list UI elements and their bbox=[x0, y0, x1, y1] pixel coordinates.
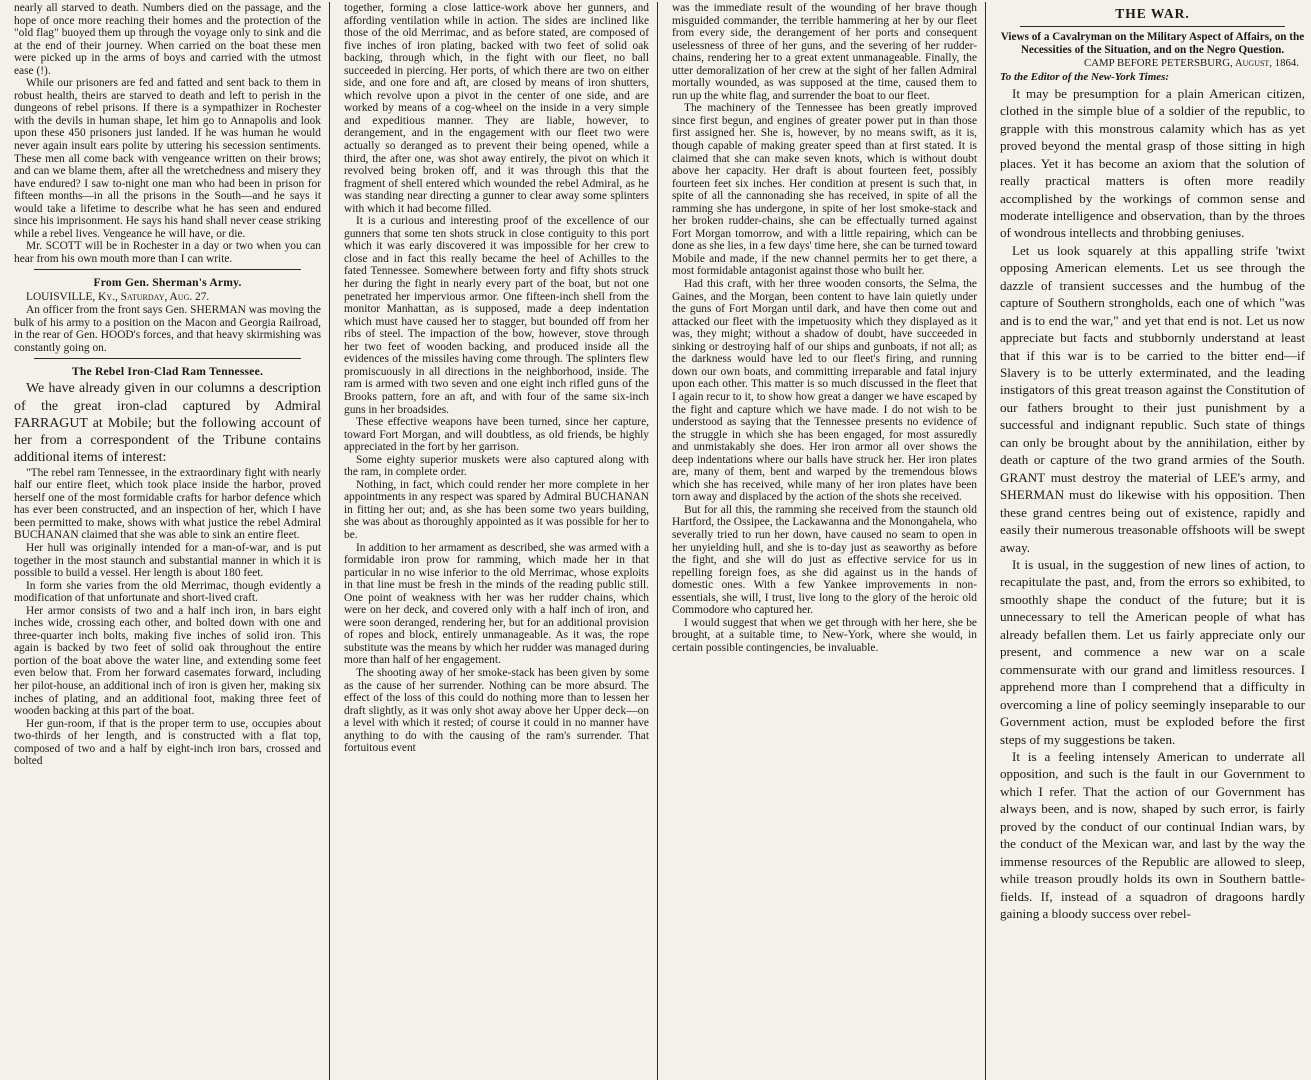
paragraph: These effective weapons have been turned, since her capture, toward Fort Morgan, and will doubtless, as old friends, be highly appreciated in the fort by her garrison. bbox=[344, 416, 649, 454]
paragraph: While our prisoners are fed and fatted and sent back to them in robust health, theirs are starved to death and left to perish in the dungeons of rebel prisons. If there is a sympathizer in Rochester with the devils in human shape, let him go to Annapolis and look upon these 450 prisoners just landed. If he was human he would never again insult ears polite by uttering his secession sentiments. These men all come back with vengeance written on their brows; and can we blame them, after all the wretchedness and misery they have endured? I saw to-night one man who had been in prison for fifteen months—in all the prisons in the South—and he says it would take a lifetime to describe what he has seen and endured since his imprisonment. He says his hand shall never cease striking while a rebel lives. Vengeance he will have, or die. bbox=[14, 77, 321, 240]
paragraph: In addition to her armament as described, she was armed with a formidable iron prow for ramming, which made her in that particular in no wise inferior to the old Merrimac, whose exploits in that line must be fresh in the minds of the reading public still. One point of weakness with her was her rudder chains, which were on her deck, and covered only with a half inch of iron, and were soon deranged, rendering her, but for an additional provision of ropes and block, entirely unmanageable. As it was, the rope substitute was the means by which her rudder was managed during more than half of her engagement. bbox=[344, 541, 649, 667]
dateline: CAMP BEFORE PETERSBURG, August, 1864. bbox=[1084, 57, 1299, 70]
paragraph: Her gun-room, if that is the proper term to use, occupies about two-thirds of her length, and is constructed with a flat top, composed of two and a half by eight-inch iron bars, crossed and bolted bbox=[14, 717, 321, 768]
section-title-the-war: THE WAR. bbox=[1115, 6, 1190, 21]
divider bbox=[34, 358, 301, 359]
paragraph: It is a feeling intensely American to underrate all opposition, and such is the fault in our Government to which I refer. That the action of our Government has always been, and is now, shaped by such error, is fairly proved by the conduct of our continual Indian wars, by the conduct of the Mexican war, and last by the way the immense resources of the Republic are allowed to sleep, while treason proudly holds its own in Southern battle-fields. If, instead of a squadron of dragoons hardly gaining a bloody success over rebel- bbox=[1000, 749, 1305, 922]
paragraph: In form she varies from the old Merrimac, though evidently a modification of that unfortunate and short-lived craft. bbox=[14, 579, 321, 605]
paragraph: Her armor consists of two and a half inch iron, in bars eight inches wide, crossing each other, and bolted down with one and three-quarter inch bolts, making five inches of solid iron. This again is backed by two feet of solid oak throughout the entire portion of the boat above the water line, and extending some feet even below that. From her forward casemates forward, including her pilot-house, an additional inch of iron is given her, making six inches of plating, and an additional foot, making three feet of wooden backing at this part of the boat. bbox=[14, 604, 321, 718]
paragraph: Nothing, in fact, which could render her more complete in her appointments in any respect was spared by Admiral BUCHANAN in fitting her out; and, as she has been some two years building, she was about as thoroughly appointed as it was possible for her to be. bbox=[344, 478, 649, 541]
paragraph: It may be presumption for a plain American citizen, clothed in the simple blue of a soldier of the republic, to grapple with this monstrous calamity which has as yet proved beyond the mental grasp of those sitting in high places. Yet it has become an axiom that the solution of really practical matters is often more readily accomplished by the workings of common sense and moderate intelligence and observation, than by the throes of wondrous intellects and throbbing geniuses. bbox=[1000, 85, 1305, 241]
column-3 bbox=[658, 2, 986, 1080]
headline-ram-tennessee: The Rebel Iron-Clad Ram Tennessee. bbox=[71, 365, 264, 379]
dateline: LOUISVILLE, Ky., Saturday, Aug. 27. bbox=[26, 291, 210, 304]
divider bbox=[34, 269, 301, 270]
paragraph: It is a curious and interesting proof of the excellence of our gunners that some ten shots struck in close contiguity to this port which it was early discovered it was impossible for her crew to close and in fact this really became the heel of Achilles to the fated Tennessee. Somewhere between forty and fifty shots struck her during the fight in nearly every part of the boat, but not one penetrated her impervious armor. One fifteen-inch shell from the monitor Manhattan, as is supposed, made a deep indentation which must have caused her to stagger, but bounded off from her ribs of steel. The impaction of the bow, however, stove through her two feet of wooden backing, and produced inside all the evidences of the missiles having come through. The splinters flew promiscuously in all directions in the neighborhood, inside. The ram is armed with two seven and one eight inch rifled guns of the Brooks pattern, fore an aft, and with four of the same six-inch guns in her broadsides. bbox=[344, 215, 649, 416]
paragraph: Mr. SCOTT will be in Rochester in a day or two when you can hear from his own mouth more than I can write. bbox=[14, 240, 321, 265]
paragraph: "The rebel ram Tennessee, in the extraordinary fight with nearly half our entire fleet, which took place inside the harbor, proved herself one of the most formidable crafts for harbor defence which has ever been constructed, and an inspection of her, which I have been permitted to make, shows with what justice the rebel Admiral BUCHANAN claimed that she was able to sink an entire fleet. bbox=[14, 466, 321, 542]
paragraph: It is usual, in the suggestion of new lines of action, to recapitulate the past, and, from the errors so exhibited, to smoothly shape the conduct of the future; but it is unnecessary to tell the American people of what has already befallen them. Let us fairly appreciate only our present, and commence a new war on a scale commensurate with our grand and limitless resources. I apprehend more than I comprehend that a difficulty in overcoming a line of policy seemingly inseparable to our Government action, must be exploded before the first steps of my suggestions be taken. bbox=[1000, 557, 1305, 747]
paragraph: The machinery of the Tennessee has been greatly improved since first begun, and engines of greater power put in than those first assigned her. She is, however, by no means swift, as it is, though capable of making greater speed than at first stated. It is claimed that she can make seven knots, which is without doubt above her capacity. Her draft is about fourteen feet, possibly fourteen feet six inches. Her condition at present is such that, in spite of all the cannonading she has received, in spite of all the ramming she has undergone, in spite of her lost smoke-stack and her broken rudder-chains, she can be effectually turned against Fort Morgan tomorrow, and with a little repairing, which can be done as she lies, in a few days' time here, she can be turned toward Mobile and made, if the new channel permits her to get there, a most formidable antagonist against those who built her. bbox=[672, 102, 977, 278]
column-1 bbox=[0, 2, 330, 1080]
column-2 bbox=[330, 2, 658, 1080]
salutation: To the Editor of the New-York Times: bbox=[1000, 70, 1170, 83]
paragraph: together, forming a close lattice-work above her gunners, and affording ventilation while in action. The sides are inclined like those of the old Merrimac, and as before stated, are composed of five inches of iron plating, backed with two feet of solid oak backing, through which, in the fight with our fleet, no ball succeeded in piercing. Her ports, of which there are two on either side, and one fore and aft, are closed by means of iron shutters, which revolve upon a pivot in the center of one side, and are worked by means of a cog-wheel on the inside in a very simple and expeditious manner. They are liable, however, to derangement, and in the engagement with our fleet two were actually so deranged as to prevent their being opened, while a third, the after one, was shot away entirely, the pivot on which it revolved being broken off, and it was through this that the fragment of shell entered which wounded the rebel Admiral, as he was standing near directing a gunner to clear away some splinters with which it had become filled. bbox=[344, 2, 649, 215]
lead-block bbox=[14, 380, 321, 466]
paragraph: An officer from the front says Gen. SHERMAN was moving the bulk of his army to a position on the Macon and Georgia Railroad, in the rear of Gen. HOOD's forces, and that heavy skirmishing was constantly going on. bbox=[14, 304, 321, 354]
paragraph: Let us look squarely at this appalling strife 'twixt opposing American elements. Let us see through the dazzle of transient successes and the humbug of the capture of Southern strongholds, each one of which "was and is to end the war," and yet that end is not. Let us now appreciate but facts and stubbornly understand at least that if this war is to be carried to the bitter end—if Slavery is to be utterly exterminated, and the leading instigators of this great treason against the Constitution of our fathers brought to their just punishment by a successful and indignant republic. Such state of things can only be brought about by the annihilation, either by death or capture of the two grand armies of the South. GRANT must destroy the material of LEE's army, and SHERMAN must do likewise with his opposition. Then these grand centres being out of existence, rapidly and easily their numerous treasonable offshoots will be swept away. bbox=[1000, 242, 1305, 555]
paragraph: Some eighty superior muskets were also captured along with the ram, in complete order. bbox=[344, 453, 649, 479]
column-4 bbox=[986, 2, 1311, 1080]
paragraph: nearly all starved to death. Numbers died on the passage, and the hope of once more reaching their homes and the protection of the "old flag" buoyed them up through the voyage only to sink and die at the end of their journey. When carried on the boat these men were picked up in the arms of boys and carried with the utmost ease (!). bbox=[14, 2, 321, 77]
paragraph: Her hull was originally intended for a man-of-war, and is put together in the most staunch and substantial manner in which it is possible to build a vessel. Her length is about 180 feet. bbox=[14, 541, 321, 580]
paragraph: was the immediate result of the wounding of her brave though misguided commander, the terrible hammering at her by our fleet from every side, the derangement of her ports and consequent uselessness of three of her guns, and the severing of her rudder-chains, rendering her to a great extent unmanageable. Finally, the utter demoralization of her crew at the sight of her fallen Admiral mortally wounded, as was supposed at the time, caused them to run up the white flag, and surrender the boat to our fleet. bbox=[672, 2, 977, 102]
paragraph: Had this craft, with her three wooden consorts, the Selma, the Gaines, and the Morgan, been content to have lain quietly under the guns of Fort Morgan until dark, and have then come out and attacked our fleet with the impetuosity which they displayed as it was, they might; without a shadow of doubt, have succeeded in sinking or destroying half of our ships and gunboats, if not all; as the darkness would have led to our fleet's firing, and running down our own boats, and committing irreparable and fatal injury upon each other. This matter is so much discussed in the fleet that I again recur to it, to show how great a danger we have escaped by the fight and capture which we have made. I do not wish to be understood as saying that the Tennessee presents no evidence of the struggle in which she has been engaged, for most assuredly and unmistakably she does. Her iron armor all over shows the deep indentations where our balls have struck her. Her iron plates are, many of them, bent and warped by the tremendous blows which she has received, while many of her iron plates have been torn away and displaced by the action of the shots she received. bbox=[672, 278, 977, 504]
divider bbox=[1020, 26, 1285, 27]
paragraph: We have already given in our columns a description of the great iron-clad captured by Admiral FARRAGUT at Mobile; but the following account of her from a correspondent of the Tribune contains additional items of interest: bbox=[14, 381, 321, 466]
headline-sherman: From Gen. Sherman's Army. bbox=[93, 276, 242, 290]
paragraph: But for all this, the ramming she received from the staunch old Hartford, the Ossipee, the Lackawanna and the Monongahela, who severally tried to run her down, have caused no seam to open in her unyielding hull, and she is to-day just as seaworthy as before the fight, and she will do just as effective service for us in repelling foreign foes, as she did against us in the hands of domestic ones. With a few Yankee improvements in non-essentials, she will, I trust, live long to the glory of the heroic old Commodore who captured her. bbox=[672, 503, 977, 617]
paragraph: I would suggest that when we get through with her here, she be brought, at a suitable time, to New-York, where she would, in certain possible contingencies, be invaluable. bbox=[672, 616, 977, 654]
paragraph: The shooting away of her smoke-stack has been given by some as the cause of her surrender. Nothing can be more absurd. The effect of the loss of this could do nothing more than to lessen her draft slightly, as it was only shot away above her Upper deck—on a level with which it rested; of course it could in no manner have anything to do with the causing of the ram's surrender. That fortuitous event bbox=[344, 666, 649, 755]
article-subtitle: Views of a Cavalryman on the Military Aspect of Affairs, on the Necessities of the Situation, and on the Negro Question. bbox=[1000, 31, 1305, 56]
